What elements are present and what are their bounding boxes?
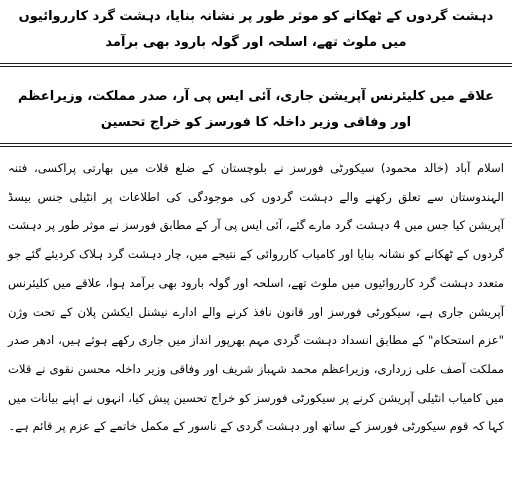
divider-bottom-inner — [0, 146, 512, 147]
divider-top — [0, 63, 512, 64]
article-body: اسلام آباد (خالد محمود) سیکورٹی فورسز نے بلوچستان کے ضلع قلات میں بھارتی پراکسی، فتنہ الہندوستان سے تعلق رکھنے والے دہشت گردوں کی موجودگی کی اطلاعات پر انٹیلی جنس بیسڈ آپریشن کیا جس میں 4 دہشت گرد مارے گئے، آئی ایس پی آر کے مطابق فورسز نے موثر طور پر دہشت گردوں کے ٹھکانے کو نشانہ بنایا اور کامیاب کارروائی کے نتیجے میں، چار دہشت گرد ہلاک کردیئے گئے جو متعدد دہشت گرد کارروائیوں میں ملوث تھے، اسلحہ اور گولہ بارود بھی برآمد ہوا، علاقے میں کلیئرنس آپریشن جاری ہے، سیکورٹی فورسز اور قانون نافذ کرنے والے ادارے نیشنل ایکشن پلان کے تحت وژن "عزم استحکام" کے مطابق انسداد دہشت گردی مہم بھرپور انداز میں جاری رکھے ہوئے ہیں، ادھر صدر مملکت آصف علی زرداری، وزیراعظم محمد شہباز شریف اور وفاقی وزیر داخلہ محسن نقوی نے قلات میں کامیاب انٹیلی آپریشن کرنے پر سیکورٹی فورسز کو خراج تحسین پیش کیا، انہوں نے اپنے بیانات میں کہا کہ قوم سیکورٹی فورسز کے ساتھ اور دہشت گردی کے ناسور کے مکمل خاتمے کے عزم پر قائم ہے۔ — [8, 161, 504, 434]
headline-secondary: علاقے میں کلیئرنس آپریشن جاری، آئی ایس پی آر، صدر مملکت، وزیراعظم اور وفاقی وزیر داخلہ کا فورسز کو خراج تحسین — [17, 89, 495, 130]
divider-bottom — [0, 143, 512, 144]
divider-top-inner — [0, 66, 512, 67]
headline-primary: دہشت گردوں کے ٹھکانے کو موثر طور پر نشانہ بنایا، دہشت گرد کارروائیوں میں ملوث تھے، اسلحہ اور گولہ بارود بھی برآمد — [18, 9, 494, 50]
